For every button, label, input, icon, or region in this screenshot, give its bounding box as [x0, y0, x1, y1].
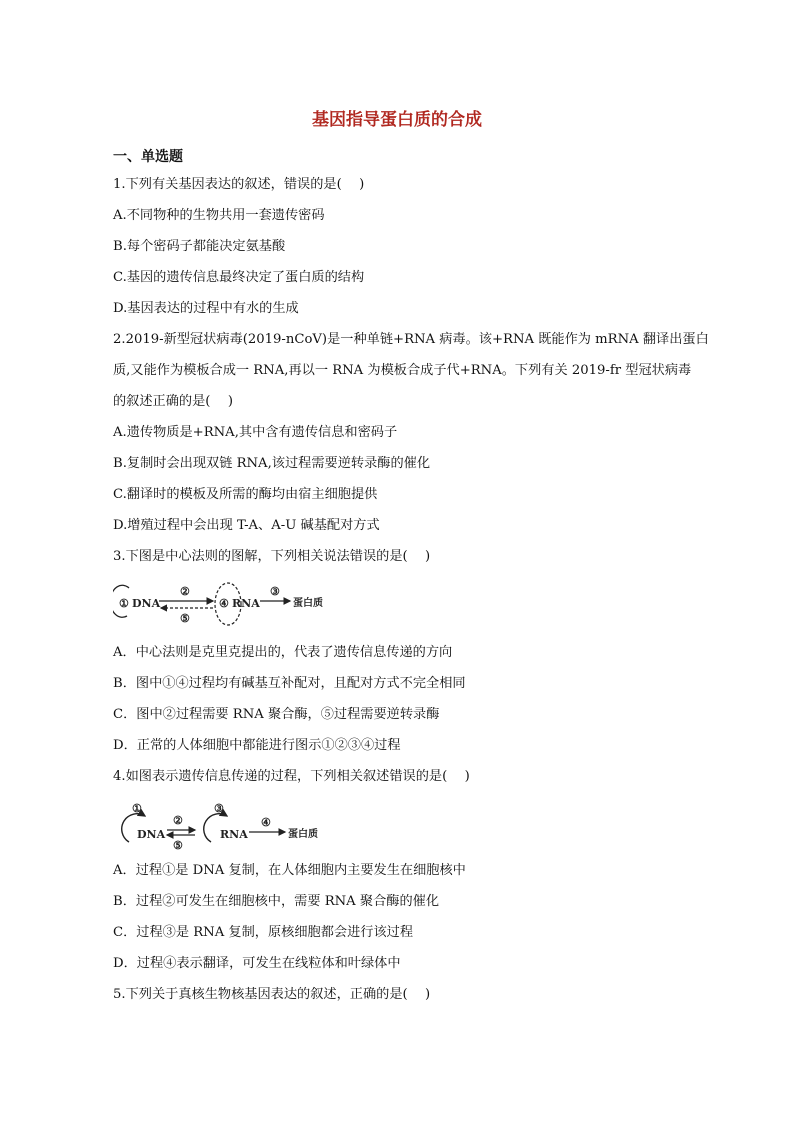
label-dna: DNA	[137, 828, 166, 841]
label-3: ③	[270, 585, 280, 598]
q2-option-a: A.遗传物质是+RNA,其中含有遗传信息和密码子	[113, 425, 398, 440]
q1-option-d: D.基因表达的过程中有水的生成	[113, 301, 299, 316]
q2-option-c: C.翻译时的模板及所需的酶均由宿主细胞提供	[113, 487, 378, 502]
q3-option-c: C．图中②过程需要 RNA 聚合酶，⑤过程需要逆转录酶	[113, 707, 440, 722]
q2-stem-line3: 的叙述正确的是( )	[113, 394, 233, 409]
q4-information-flow-diagram	[115, 798, 355, 852]
q3-central-dogma-diagram	[113, 578, 353, 630]
section-heading: 一、单选题	[113, 149, 183, 165]
label-protein: 蛋白质	[288, 829, 318, 840]
q3-option-a: A．中心法则是克里克提出的，代表了遗传信息传递的方向	[113, 645, 453, 660]
label-4: ④	[219, 597, 229, 610]
q4-option-a: A．过程①是 DNA 复制，在人体细胞内主要发生在细胞核中	[113, 863, 466, 878]
q3-option-d: D．正常的人体细胞中都能进行图示①②③④过程	[113, 738, 401, 753]
label-protein: 蛋白质	[293, 598, 323, 609]
q1-option-b: B.每个密码子都能决定氨基酸	[113, 239, 286, 254]
label-2: ②	[180, 585, 190, 598]
label-5: ⑤	[173, 839, 183, 852]
q2-option-d: D.增殖过程中会出现 T-A、A-U 碱基配对方式	[113, 518, 380, 533]
q3-stem: 3.下图是中心法则的图解，下列相关说法错误的是( )	[113, 549, 431, 564]
q4-option-c: C．过程③是 RNA 复制，原核细胞都会进行该过程	[113, 925, 414, 940]
q5-stem: 5.下列关于真核生物核基因表达的叙述，正确的是( )	[113, 987, 431, 1002]
label-5: ⑤	[180, 612, 190, 625]
label-2: ②	[173, 814, 183, 827]
label-3: ③	[214, 802, 224, 815]
label-1: ①	[132, 802, 142, 815]
label-1: ①	[119, 597, 129, 610]
q4-option-b: B．过程②可发生在细胞核中，需要 RNA 聚合酶的催化	[113, 894, 440, 909]
label-rna: RNA	[232, 597, 260, 610]
q4-option-d: D．过程④表示翻译，可发生在线粒体和叶绿体中	[113, 956, 401, 971]
q4-stem: 4.如图表示遗传信息传递的过程，下列相关叙述错误的是( )	[113, 769, 470, 784]
q1-option-a: A.不同物种的生物共用一套遗传密码	[113, 208, 325, 223]
q2-stem-line1: 2.2019-新型冠状病毒(2019-nCoV)是一种单链+RNA 病毒。该+RNA 既能作为 mRNA 翻译出蛋白	[113, 332, 709, 347]
q3-option-b: B．图中①④过程均有碱基互补配对，且配对方式不完全相同	[113, 676, 466, 691]
q2-stem-line2: 质,又能作为模板合成一 RNA,再以一 RNA 为模板合成子代+RNA。下列有关 2019-fr 型冠状病毒	[113, 363, 692, 378]
page-title: 基因指导蛋白质的合成	[312, 110, 482, 130]
label-4: ④	[261, 816, 271, 829]
label-rna: RNA	[220, 828, 248, 841]
q1-stem: 1.下列有关基因表达的叙述，错误的是( )	[113, 177, 365, 192]
q1-option-c: C.基因的遗传信息最终决定了蛋白质的结构	[113, 270, 365, 285]
label-dna: DNA	[132, 597, 161, 610]
q2-option-b: B.复制时会出现双链 RNA,该过程需要逆转录酶的催化	[113, 456, 431, 471]
